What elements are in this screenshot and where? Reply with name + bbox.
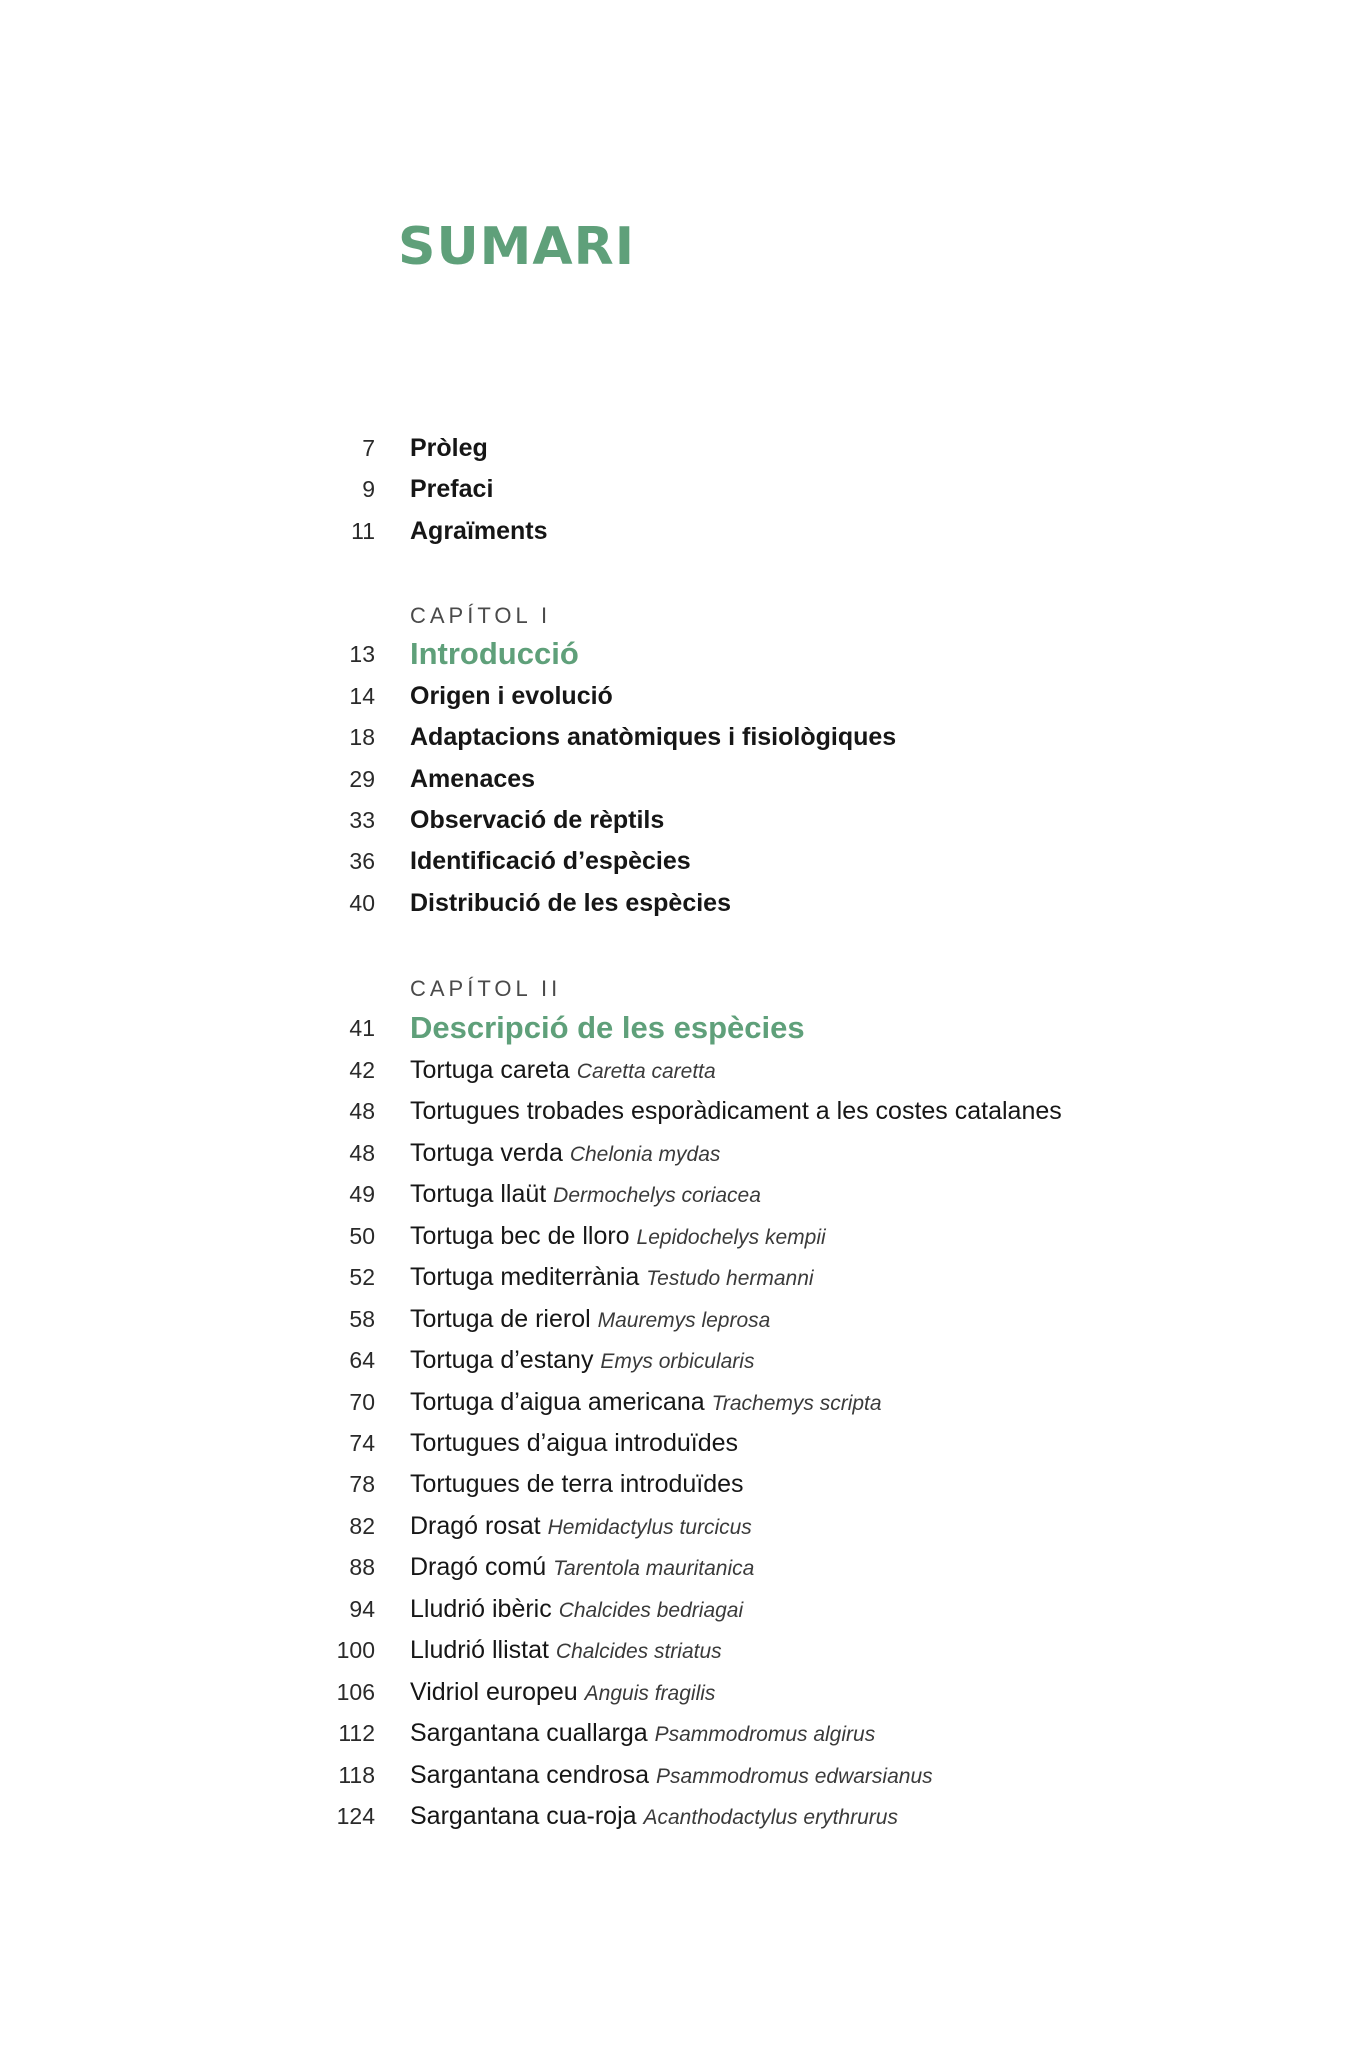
page-number: 13 bbox=[349, 641, 375, 667]
entry-title: Adaptacions anatòmiques i fisiològiques bbox=[410, 723, 897, 751]
toc-entry[interactable] bbox=[0, 1422, 1345, 1464]
toc-entry-agraiments[interactable] bbox=[0, 510, 1345, 552]
page-number: 48 bbox=[349, 1098, 375, 1124]
toc-entry[interactable] bbox=[0, 675, 1345, 717]
entry-title: Vidriol europeu bbox=[410, 1678, 578, 1706]
toc-entry[interactable] bbox=[0, 1712, 1345, 1754]
page-number: 112 bbox=[338, 1720, 375, 1746]
page-number: 78 bbox=[349, 1471, 375, 1497]
entry-title: Amenaces bbox=[410, 765, 536, 793]
scientific-name: Dermochelys coriacea bbox=[553, 1184, 761, 1207]
page-number: 7 bbox=[362, 435, 375, 461]
toc-entry[interactable] bbox=[0, 1049, 1345, 1091]
toc-entry[interactable] bbox=[0, 758, 1345, 800]
chapter-2-heading[interactable] bbox=[0, 1007, 1345, 1049]
chapter-title: Descripció de les espècies bbox=[410, 1010, 805, 1045]
toc-entry[interactable] bbox=[0, 716, 1345, 758]
entry-title: Lludrió llistat bbox=[410, 1636, 549, 1664]
entry-title: Lludrió ibèric bbox=[410, 1595, 552, 1623]
scientific-name: Psammodromus edwarsianus bbox=[656, 1765, 933, 1788]
scientific-name: Emys orbicularis bbox=[600, 1350, 755, 1373]
page-number: 49 bbox=[349, 1181, 375, 1207]
page-number: 33 bbox=[349, 807, 375, 833]
page-number: 50 bbox=[349, 1223, 375, 1249]
scientific-name: Tarentola mauritanica bbox=[553, 1557, 755, 1580]
toc-entry[interactable] bbox=[0, 1754, 1345, 1796]
entry-title: Dragó comú bbox=[410, 1553, 547, 1581]
scientific-name: Chalcides bedriagai bbox=[558, 1599, 744, 1622]
page-number: 40 bbox=[349, 890, 375, 916]
page-number: 29 bbox=[349, 766, 375, 792]
page-number: 36 bbox=[349, 848, 375, 874]
chapter-title: Introducció bbox=[410, 636, 579, 671]
page-number: 74 bbox=[349, 1430, 375, 1456]
scientific-name: Caretta caretta bbox=[576, 1060, 716, 1083]
toc-entry[interactable] bbox=[0, 840, 1345, 882]
toc-entry[interactable] bbox=[0, 799, 1345, 841]
entry-title: Observació de rèptils bbox=[410, 806, 665, 834]
page-number: 82 bbox=[349, 1513, 375, 1539]
entry-title: Identificació d’espècies bbox=[410, 847, 691, 875]
entry-title: Sargantana cendrosa bbox=[410, 1761, 650, 1789]
page-number: 70 bbox=[349, 1389, 375, 1415]
entry-title: Tortuga bec de lloro bbox=[410, 1222, 630, 1250]
toc-entry[interactable] bbox=[0, 1090, 1345, 1132]
page-number: 94 bbox=[349, 1596, 375, 1622]
entry-title: Prefaci bbox=[410, 475, 494, 503]
toc-entry-prolog[interactable] bbox=[0, 427, 1345, 469]
page-number: 52 bbox=[349, 1264, 375, 1290]
chapter-1-label: CAPÍTOL I bbox=[410, 603, 552, 628]
entry-title: Agraïments bbox=[410, 517, 548, 545]
toc-entry[interactable] bbox=[0, 1298, 1345, 1340]
toc-entry[interactable] bbox=[0, 1546, 1345, 1588]
entry-title: Tortugues de terra introduïdes bbox=[410, 1470, 744, 1498]
page-number: 124 bbox=[336, 1803, 375, 1829]
scientific-name: Hemidactylus turcicus bbox=[547, 1516, 752, 1539]
toc-entry[interactable] bbox=[0, 1505, 1345, 1547]
scientific-name: Acanthodactylus erythrurus bbox=[643, 1806, 898, 1829]
scientific-name: Chelonia mydas bbox=[569, 1143, 721, 1166]
entry-title: Distribució de les espècies bbox=[410, 889, 731, 917]
page-number: 42 bbox=[349, 1057, 375, 1083]
entry-title: Tortuga d’aigua americana bbox=[410, 1388, 705, 1416]
chapter-1-heading[interactable] bbox=[0, 633, 1345, 675]
toc-entry[interactable] bbox=[0, 882, 1345, 924]
toc-entry[interactable] bbox=[0, 1132, 1345, 1174]
toc-entry[interactable] bbox=[0, 1256, 1345, 1298]
entry-title: Tortuga mediterrània bbox=[410, 1263, 640, 1291]
entry-title: Pròleg bbox=[410, 434, 488, 462]
entry-title: Origen i evolució bbox=[410, 682, 613, 710]
toc-entry[interactable] bbox=[0, 1629, 1345, 1671]
page-number: 9 bbox=[362, 476, 375, 502]
page-title: SUMARI bbox=[398, 217, 636, 277]
page-number: 41 bbox=[349, 1015, 375, 1041]
page-number: 118 bbox=[338, 1762, 375, 1788]
page-number: 11 bbox=[351, 518, 375, 544]
page-number: 106 bbox=[336, 1679, 375, 1705]
scientific-name: Anguis fragilis bbox=[584, 1682, 716, 1705]
entry-title: Tortuga verda bbox=[410, 1139, 563, 1167]
entry-title: Sargantana cuallarga bbox=[410, 1719, 648, 1747]
toc-entry[interactable] bbox=[0, 1339, 1345, 1381]
scientific-name: Psammodromus algirus bbox=[654, 1723, 876, 1746]
page-number: 14 bbox=[349, 683, 375, 709]
toc-entry[interactable] bbox=[0, 1671, 1345, 1713]
entry-title: Tortuga llaüt bbox=[410, 1180, 547, 1208]
toc-entry-prefaci[interactable] bbox=[0, 468, 1345, 510]
scientific-name: Lepidochelys kempii bbox=[636, 1226, 826, 1249]
entry-title: Tortuga careta bbox=[410, 1056, 570, 1084]
scientific-name: Trachemys scripta bbox=[711, 1392, 882, 1415]
page-number: 100 bbox=[336, 1637, 375, 1663]
toc-entry[interactable] bbox=[0, 1215, 1345, 1257]
chapter-2-label: CAPÍTOL II bbox=[410, 976, 562, 1001]
entry-title: Tortugues trobades esporàdicament a les costes catalanes bbox=[410, 1097, 1062, 1125]
page-number: 48 bbox=[349, 1140, 375, 1166]
scientific-name: Mauremys leprosa bbox=[597, 1309, 771, 1332]
page-number: 88 bbox=[349, 1554, 375, 1580]
toc-entry[interactable] bbox=[0, 1173, 1345, 1215]
toc-entry[interactable] bbox=[0, 1795, 1345, 1837]
entry-title: Tortugues d’aigua introduïdes bbox=[410, 1429, 739, 1457]
toc-entry[interactable] bbox=[0, 1463, 1345, 1505]
entry-title: Tortuga d’estany bbox=[410, 1346, 594, 1374]
toc-entry[interactable] bbox=[0, 1588, 1345, 1630]
scientific-name: Chalcides striatus bbox=[555, 1640, 722, 1663]
entry-title: Tortuga de rierol bbox=[410, 1305, 591, 1333]
entry-title: Dragó rosat bbox=[410, 1512, 541, 1540]
page-number: 64 bbox=[349, 1347, 375, 1373]
page-number: 58 bbox=[349, 1306, 375, 1332]
page-number: 18 bbox=[349, 724, 375, 750]
toc-entry[interactable] bbox=[0, 1381, 1345, 1423]
entry-title: Sargantana cua-roja bbox=[410, 1802, 637, 1830]
scientific-name: Testudo hermanni bbox=[646, 1267, 814, 1290]
